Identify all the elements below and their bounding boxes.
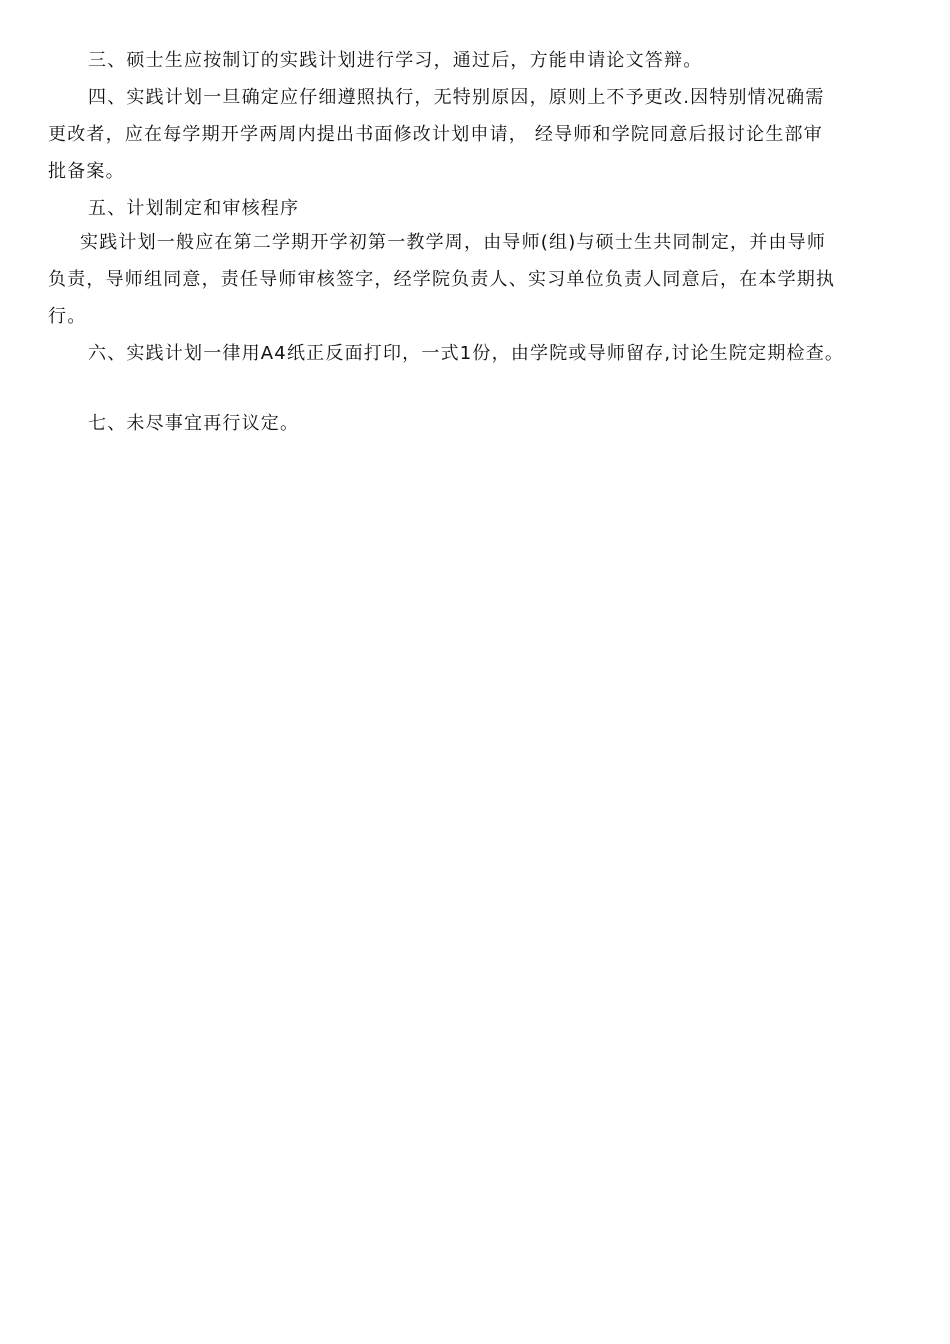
text-line: 三、硕士生应按制订的实践计划进行学习，通过后，方能申请论文答辩。: [88, 50, 703, 71]
text-line: 负责，导师组同意，责任导师审核签字，经学院负责人、实习单位负责人同意后，在本学期执: [48, 269, 836, 290]
text-line: 五、计划制定和审核程序: [88, 198, 300, 219]
text-line: 四、实践计划一旦确定应仔细遵照执行，无特别原因，原则上不予更改.因特别情况确需: [88, 87, 825, 108]
paragraph-item-4: [48, 79, 908, 190]
text-line: 实践计划一般应在第二学期开学初第一教学周，由导师(组)与硕士生共同制定，并由导师: [80, 232, 827, 253]
text-line: 行。: [48, 306, 87, 327]
text-line: 六、实践计划一律用A4纸正反面打印，一式1份，由学院或导师留存,讨论生院定期检查。: [88, 343, 845, 364]
text-line: 批备案。: [48, 161, 125, 182]
paragraph-item-6: [48, 335, 908, 372]
section-heading-5: [48, 190, 908, 227]
text-line: 七、未尽事宜再行议定。: [88, 413, 300, 434]
paragraph-item-7: [48, 405, 908, 442]
paragraph-item-5-body: [48, 224, 908, 335]
paragraph-item-3: [48, 42, 908, 79]
text-line: 更改者，应在每学期开学两周内提出书面修改计划申请， 经导师和学院同意后报讨论生部审: [48, 124, 823, 145]
